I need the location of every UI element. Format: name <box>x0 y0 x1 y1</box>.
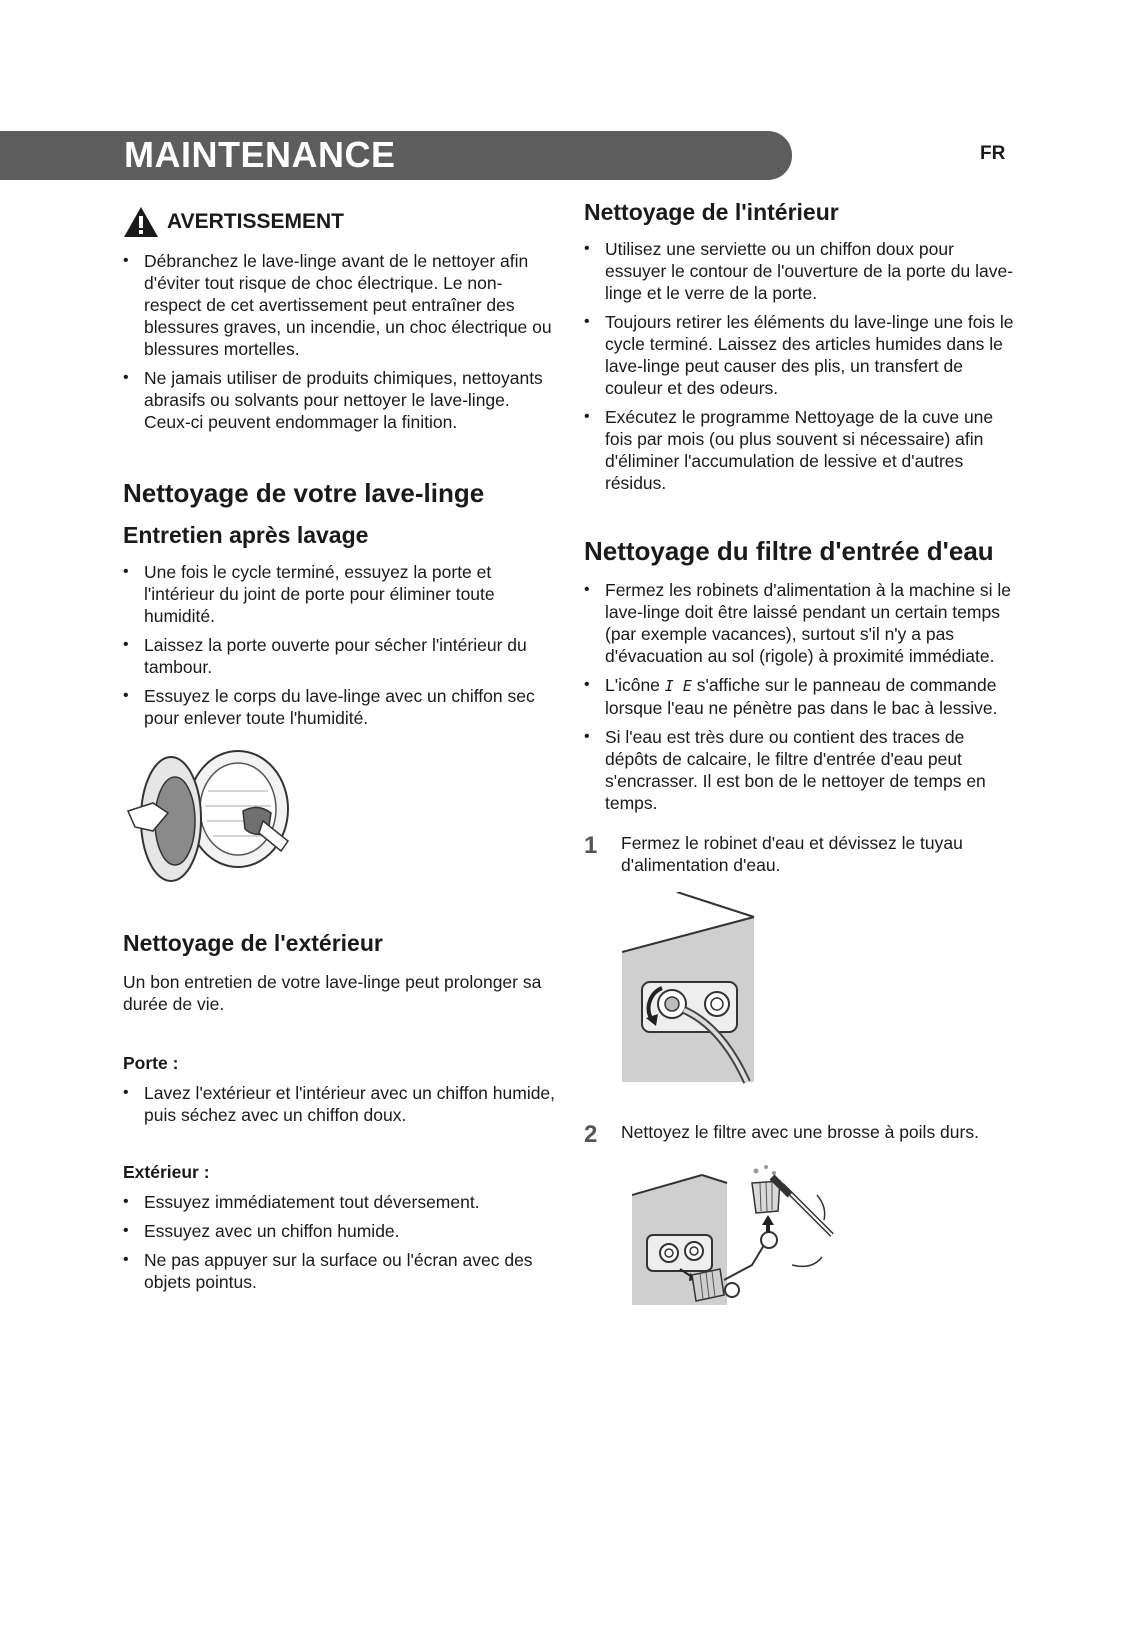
page-title: MAINTENANCE <box>124 134 396 175</box>
list-item: • Débranchez le lave-linge avant de le nettoyer afin d'éviter tout risque de choc électrique. Le non-respect de cet avertissement peut entraîner des blessures graves, un incendie, un choc électrique ou blessures mortelles. <box>123 250 558 360</box>
section-title-filter: Nettoyage du filtre d'entrée d'eau <box>584 536 994 566</box>
warning-header <box>123 206 558 238</box>
list-item: • Essuyez le corps du lave-linge avec un chiffon sec pour enlever toute l'humidité. <box>123 685 558 729</box>
water-inlet-hose-illustration <box>622 892 762 1087</box>
step-text: Nettoyez le filtre avec une brosse à poils durs. <box>621 1122 979 1142</box>
step-2 <box>584 1121 1014 1149</box>
list-item: • Essuyez immédiatement tout déversement. <box>123 1191 558 1213</box>
left-column <box>123 206 558 1300</box>
washer-door-cleaning-illustration <box>123 741 293 891</box>
list-item: • Ne jamais utiliser de produits chimiques, nettoyants abrasifs ou solvants pour nettoyer le lave-linge. Ceux-ci peuvent endommager la finition. <box>123 367 558 433</box>
section-title-cleaning: Nettoyage de votre lave-linge <box>123 478 485 508</box>
interior-list <box>584 238 1014 494</box>
after-wash-list <box>123 561 558 729</box>
language-code: FR <box>980 143 1006 164</box>
step-1 <box>584 832 1014 876</box>
list-item: • Fermez les robinets d'alimentation à la machine si le lave-linge doit être laissé pendant un certain temps (par exemple vacances), surtout s'il n'y a pas d'évacuation au sol (rigole) à proximité immédiate. <box>584 579 1014 667</box>
step-text: Fermez le robinet d'eau et dévissez le tuyau d'alimentation d'eau. <box>621 833 963 875</box>
list-item: • Laissez la porte ouverte pour sécher l'intérieur du tambour. <box>123 634 558 678</box>
list-item: • Lavez l'extérieur et l'intérieur avec un chiffon humide, puis séchez avec un chiffon doux. <box>123 1082 558 1126</box>
list-item: • Toujours retirer les éléments du lave-linge une fois le cycle terminé. Laissez des articles humides dans le lave-linge peut causer des plis, un transfert de couleur et des odeurs. <box>584 311 1014 399</box>
exterior-label: Extérieur : <box>123 1162 210 1182</box>
subsection-title-exterior: Nettoyage de l'extérieur <box>123 930 383 956</box>
filter-brush-cleaning-illustration <box>632 1165 847 1310</box>
filter-list <box>584 579 1014 814</box>
list-item: • Exécutez le programme Nettoyage de la cuve une fois par mois (ou plus souvent si nécessaire) afin d'éliminer l'accumulation de lessive et d'autres résidus. <box>584 406 1014 494</box>
list-item: • Une fois le cycle terminé, essuyez la porte et l'intérieur du joint de porte pour éliminer toute humidité. <box>123 561 558 627</box>
ie-error-code: I E <box>664 677 692 695</box>
exterior-list <box>123 1191 558 1293</box>
subsection-title-after-wash: Entretien après lavage <box>123 522 369 548</box>
step-number: 2 <box>584 1121 598 1148</box>
list-item: • Utilisez une serviette ou un chiffon doux pour essuyer le contour de l'ouverture de la porte du lave-linge et le verre de la porte. <box>584 238 1014 304</box>
header-banner <box>0 131 792 180</box>
list-item-text: L'icône <box>605 675 665 695</box>
subsection-title-interior: Nettoyage de l'intérieur <box>584 199 839 225</box>
warning-triangle-icon <box>123 206 159 238</box>
list-item <box>584 674 1014 719</box>
warning-title: AVERTISSEMENT <box>167 210 344 233</box>
door-label: Porte : <box>123 1053 179 1073</box>
list-item: • Si l'eau est très dure ou contient des traces de dépôts de calcaire, le filtre d'entrée d'eau peut s'encrasser. Il est bon de le nettoyer de temps en temps. <box>584 726 1014 814</box>
list-item: • Ne pas appuyer sur la surface ou l'écran avec des objets pointus. <box>123 1249 558 1293</box>
door-list <box>123 1082 558 1126</box>
right-column <box>584 198 1014 1310</box>
warning-list <box>123 250 558 433</box>
list-item-text: s'affiche sur le panneau de commande lorsque l'eau ne pénètre pas dans le bac à lessive. <box>605 675 998 718</box>
exterior-intro: Un bon entretien de votre lave-linge peut prolonger sa durée de vie. <box>123 972 542 1014</box>
step-number: 1 <box>584 832 598 859</box>
list-item: • Essuyez avec un chiffon humide. <box>123 1220 558 1242</box>
